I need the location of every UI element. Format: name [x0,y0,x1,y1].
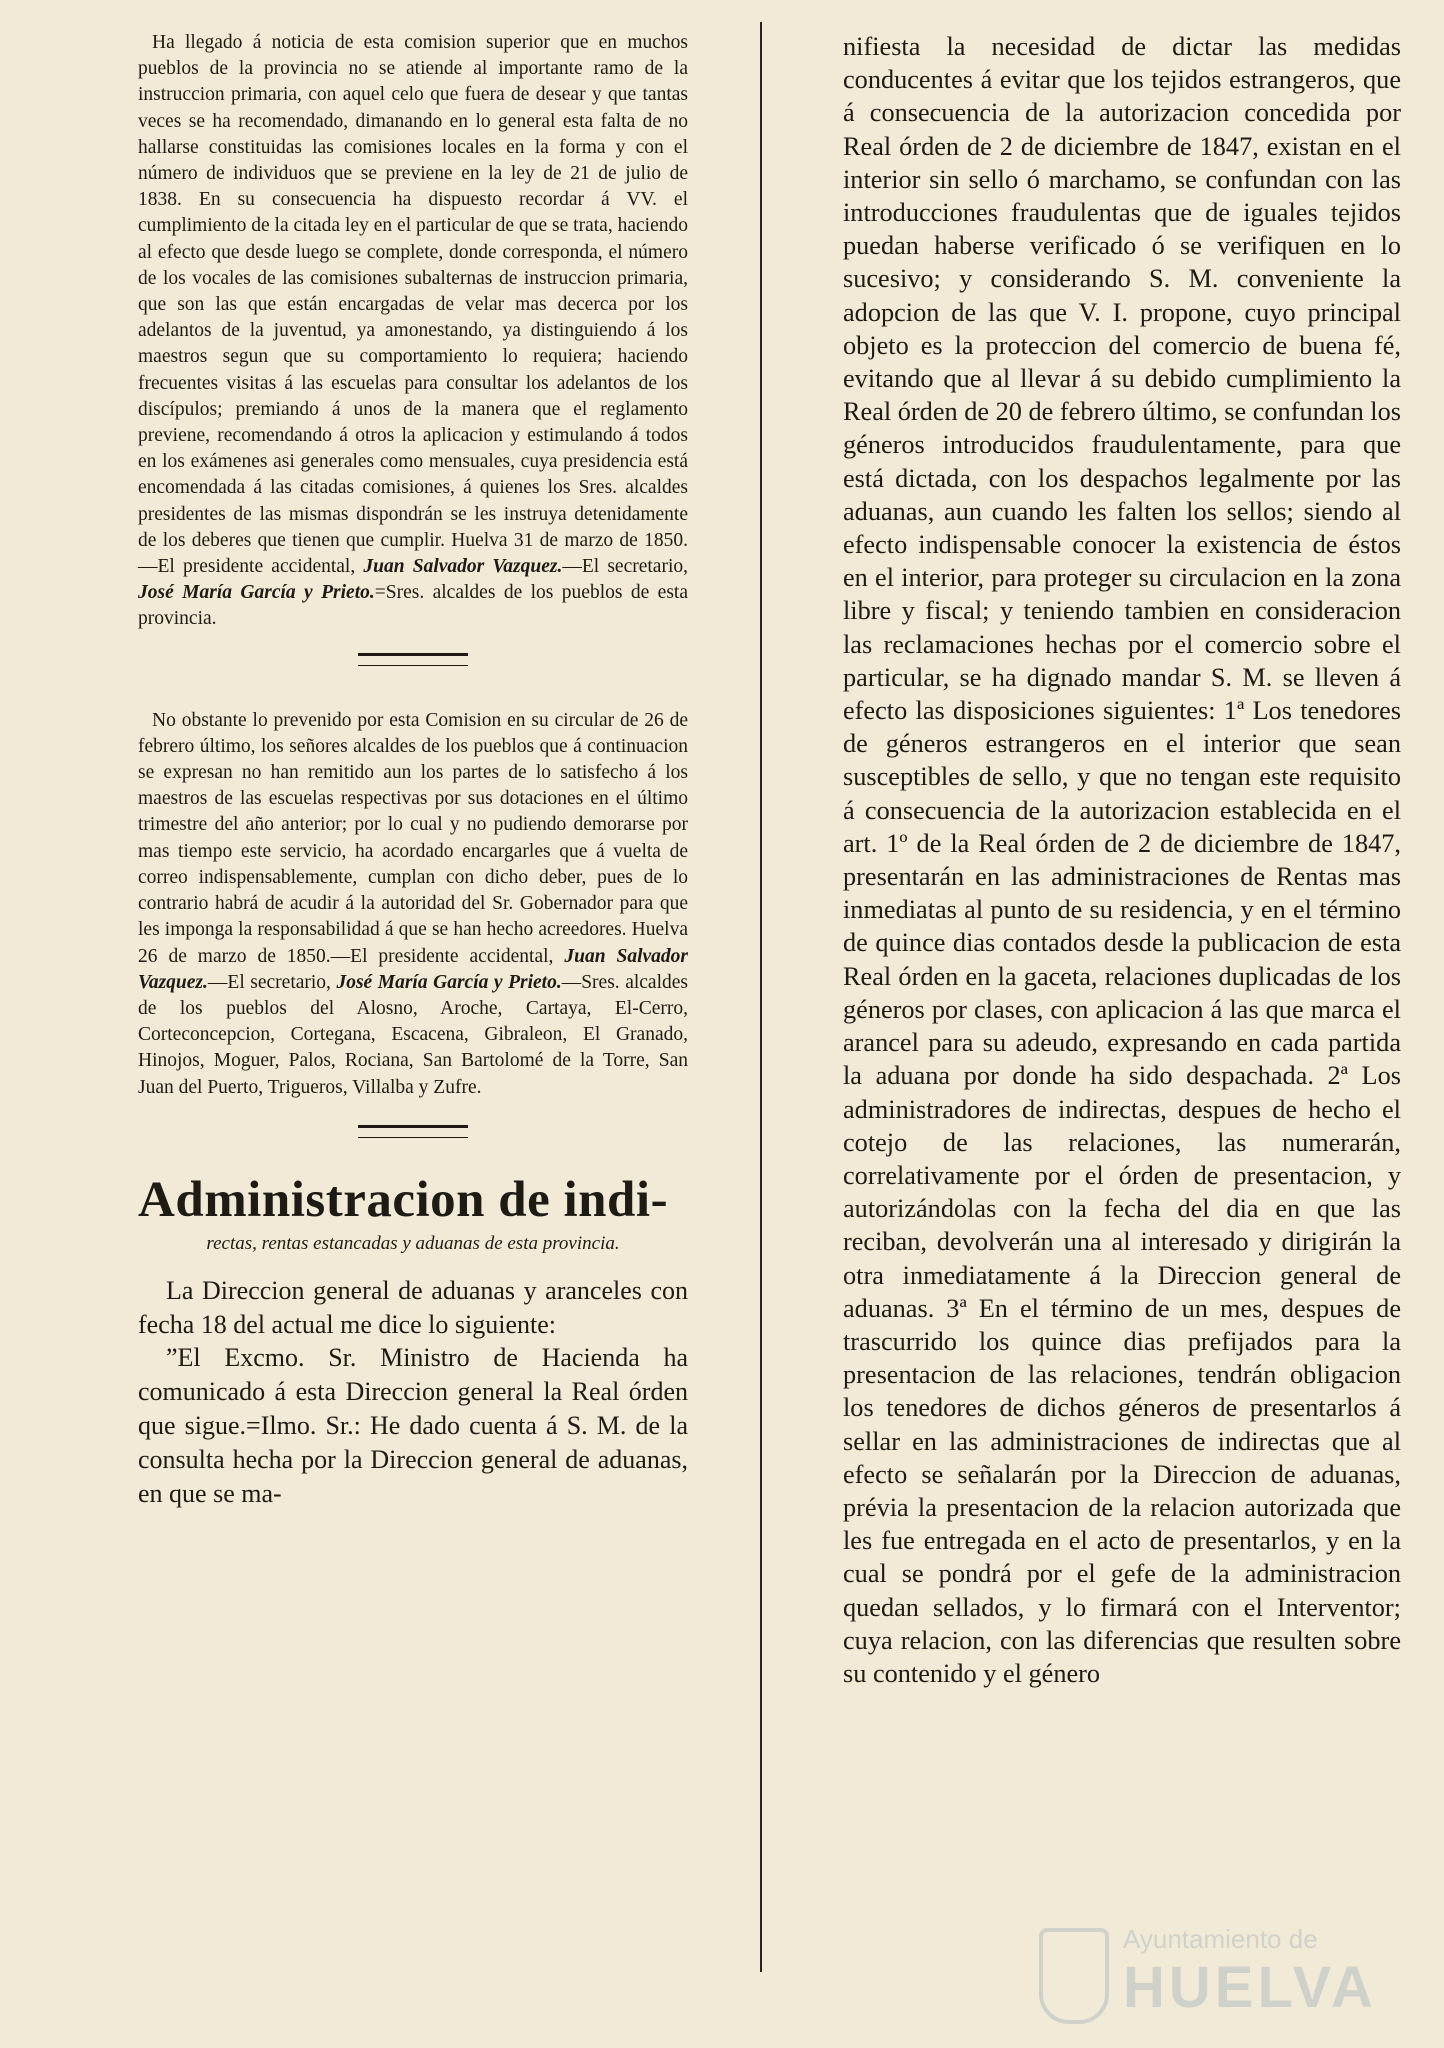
section-divider [358,1125,468,1138]
section-heading: Administracion de indi- [138,1171,669,1228]
royal-order-continuation: nifiesta la necesidad de dictar las medidas conducentes á evitar que los tejidos estrangeros, que á consecuencia de la autorizacion concedida por Real órden de 2 de diciembre de 1847, existan en el interior sin sello ó marchamo, se confundan con las introducciones fraudulentas que de iguales tejidos puedan haberse verificado ó se verifiquen en lo sucesivo; y considerando S. M. conveniente la adopcion de las que V. I. propone, cuyo principal objeto es la proteccion del comercio de buena fé, evitando que al llevar á su debido cumplimiento la Real órden de 20 de febrero último, se confundan los géneros introducidos fraudulentamente, para que está dictada, con los despachos legalmente por las aduanas, aun cuando les falten los sellos; siendo al efecto indispensable conocer la existencia de éstos en el interior, para proteger su circulacion en la zona libre y fiscal; y teniendo tambien en consideracion las reclamaciones hechas por el comercio sobre el particular, se ha dignado mandar S. M. se lleven á efecto las disposiciones siguientes: 1ª Los tenedores de géneros estrangeros en el interior que sean susceptibles de sello, y que no tengan este requisito á consecuencia de la autorizacion establecida en el art. 1º de la Real órden de 2 de diciembre de 1847, presentarán en las administraciones de Rentas mas inmediatas al punto de su residencia, y en el término de quince dias contados desde la publicacion de esta Real órden en la gaceta, relaciones duplicadas de los géneros por clases, con aplicacion á las que marca el arancel para su adeudo, expresando en cada partida la aduana por donde ha sido despachada. 2ª Los administradores de indirectas, despues de hecho el cotejo de las relaciones, las numerarán, correlativamente por el órden de presentacion, y autorizándolas con la fecha del dia en que las reciban, devolverán una al interesado y dirigirán la otra inmediatamente á la Direccion general de aduanas. 3ª En el término de un mes, despues de trascurrido los quince dias prefijados para la presentacion de las relaciones, tendrán obligacion los tenedores de dichos géneros de presentarlos á sellar en las administraciones de indirectas que al efecto se señalarán por la Direccion de aduanas, prévia la presentacion de la relacion autorizada que les fue entregada en el acto de presentarlos, y en la cual se pondrá por el gefe de la administracion quedan sellados, y lo firmará con el Interventor; cuya relacion, con las diferencias que resulten sobre su contenido y el género [843,32,1401,1688]
column-rule [760,22,762,1972]
notice-teacher-payments [138,708,688,1101]
right-column [843,30,1401,1690]
customs-intro-paragraph: La Direccion general de aduanas y aranceles con fecha 18 del actual me dice lo siguiente: [138,1275,688,1339]
archive-watermark [1039,1910,1377,2030]
notice-1-addressee: =Sres. alcaldes de los pueblos de esta provincia. [138,582,688,630]
section-subheading: rectas, rentas estancadas y aduanas de esta provincia. [206,1232,620,1254]
notice-2-addressees: —Sres. alcaldes de los pueblos del Alosno, Aroche, Cartaya, El-Cerro, Corteconcepcion, Cortegana, Escacena, Gibraleon, El Granado, Hinojos, Moguer, Palos, Rociana, San Bartolomé de la Torre, San Juan del Puerto, Trigueros, Villalba y Zufre. [138,971,688,1098]
notice-1-text: Ha llegado á noticia de esta comision superior que en muchos pueblos de la provincia no se atiende al importante ramo de la instruccion primaria, con aquel celo que fuera de desear y que tantas veces se ha recomendado, dimanando en lo general esta falta de no hallarse constituidas las comisiones locales en la forma y con el número de individuos que se previene en la ley de 21 de julio de 1838. En su consecuencia ha dispuesto recordar á VV. el cumplimiento de la citada ley en el particular de que se trata, haciendo al efecto que desde luego se complete, donde corresponda, el número de los vocales de las comisiones subalternas de instruccion primaria, que son las que están encargadas de velar mas decerca por los adelantos de la juventud, ya amonestando, ya distinguiendo á los maestros segun que su comportamiento lo requiera; haciendo frecuentes visitas á las escuelas para consultar los adelantos de los discípulos; premiando á unos de la manera que el reglamento previene, recomendando á otros la aplicacion y estimulando á todos en los exámenes asi generales como mensuales, cuya presidencia está encomendada á las citadas comisiones, á quienes los Sres. alcaldes presidentes de las mismas dispondrán se les instruya detenidamente de los deberes que tienen que cumplir. Huelva 31 de marzo de 1850.—El presidente accidental, [138,32,688,578]
notice-instruction-commissions [138,30,688,633]
royal-order-quote-start: ”El Excmo. Sr. Ministro de Hacienda ha comunicado á esta Direccion general la Real órden que sigue.=Ilmo. Sr.: He dado cuenta á S. M. de la consulta hecha por la Direccion general de aduanas, en que se ma- [138,1343,688,1508]
notice-2-secretary-signature: José María García y Prieto. [336,971,562,993]
notice-1-secretary-label: —El secretario, [562,556,688,578]
notice-1-president-signature: Juan Salvador Vazquez. [363,556,563,578]
watermark-line-1: Ayuntamiento de [1123,1924,1318,1954]
notice-2-text: No obstante lo prevenido por esta Comision en su circular de 26 de febrero último, los señores alcaldes de los pueblos que á continuacion se expresan no han remitido aun los partes de lo satisfecho á los maestros de las escuelas respectivas por sus dotaciones en el último trimestre del año anterior; por lo cual y no pudiendo demorarse por mas tiempo este servicio, ha acordado encargarles que á vuelta de correo indispensablemente, cumplan con dicho deber, pues de lo contrario habrá de acudir á la autoridad del Sr. Gobernador para que les imponga la responsabilidad á que se han hecho acreedores. Huelva 26 de marzo de 1850.—El presidente accidental, [138,709,688,967]
notice-2-president-signature: Juan Salvador Vazquez. [138,945,689,993]
section-divider [358,653,468,666]
watermark-line-2: HUELVA [1123,1955,1377,2020]
coat-of-arms-icon [1039,1928,1109,2024]
notice-1-secretary-signature: José María García y Prieto. [138,582,375,604]
notice-2-secretary-label: —El secretario, [207,971,331,993]
left-column [138,30,688,1510]
